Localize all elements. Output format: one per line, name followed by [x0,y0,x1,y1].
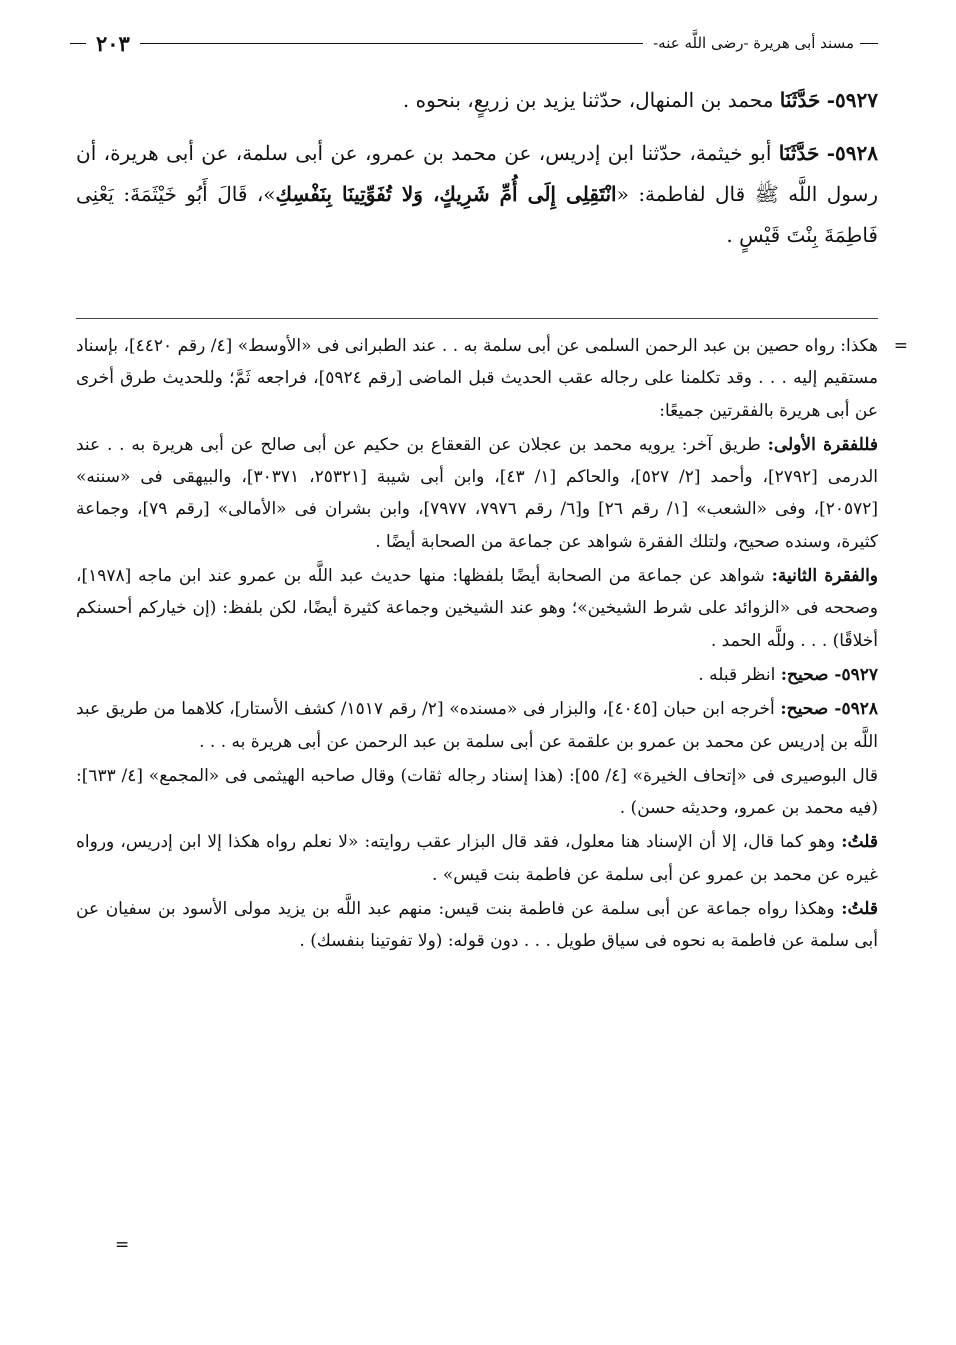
note-5927 [76,659,878,691]
note-text: قال البوصيرى فى «إتحاف الخيرة» [٤/ ٥٥]: (هذا إسناد رجاله ثقات) وقال صاحبه الهيثمى فى «المجمع» [٤/ ٦٣٣]: (فيه محمد بن عمرو، وحديثه حسن) . [76,765,879,819]
hadith-text: محمد بن المنهال، حدّثنا يزيد بن زريعٍ، بنحوه . [402,88,774,112]
note-text: وهو كما قال، إلا أن الإسناد هنا معلول، فقد قال البزار عقب روايته: «لا نعلم رواه هكذا إلا ابن إدريس، ورواه غيره عن محمد بن عمرو عن أبى سلمة عن فاطمة بنت قيس» . [76,832,878,885]
note-label: قلتُ: [841,832,879,853]
hadith-5928 [76,133,878,256]
note-qultu-2 [76,893,878,958]
hadith-number: ٥٩٢٨- [826,141,878,165]
hadith-verb: حَدَّثَنَا [778,141,820,165]
footnote-separator [76,318,878,319]
continuation-mark: = [893,336,908,356]
hadith-number: ٥٩٢٧- [826,88,878,112]
note-text: شواهد عن جماعة من الصحابة أيضًا بلفظها: منها حديث عبد اللَّه بن عمرو عند ابن ماجه [١٩٧٨]، وصححه فى «الزوائد على شرط الشيخين»؛ وهو عند الشيخين وجماعة كثيرة أيضًا، لكن بلفظ: (إن خياركم أحسنكم أخلاقًا) . . . وللَّه الحمد . [76,566,878,651]
note-first-clause [76,429,878,558]
hadith-5927 [76,80,878,121]
note-label: والفقرة الثانية: [771,566,878,587]
note-5928 [76,693,878,758]
hadith-text: أبو خيثمة، حدّثنا ابن إدريس، عن محمد بن عمرو، عن أبى سلمة، عن أبى هريرة، أن رسول اللَّه ﷺ قال لفاطمة: « [76,141,879,206]
hadith-verb: حَدَّثَنَا [779,88,821,112]
note-second-clause [76,560,878,657]
note-label: فللفقرة الأولى: [767,434,878,455]
page-number: ٢٠٣ [96,30,130,56]
note-text: وهكذا رواه جماعة عن أبى سلمة عن فاطمة بنت قيس: منهم عبد اللَّه بن يزيد مولى الأسود بن سفيان عن أبى سلمة عن فاطمة به نحوه فى سياق طويل . . . دون قوله: (ولا تفوتينا بنفسك) . [76,899,878,952]
note-busiri [76,760,878,825]
note-label: ٥٩٢٧- صحيح: [780,664,878,685]
note-text: طريق آخر: يرويه محمد بن عجلان عن القعقاع بن حكيم عن أبى صالح عن أبى هريرة به . . عند الدرمى [٢٧٩٢]، وأحمد [٢/ ٥٢٧]، والحاكم [١/ ٤٣]، وابن أبى شيبة [٢٥٣٢١، ٣٠٣٧١]، والبيهقى فى «سننه» [٢٠٥٧٢]، وفى «الشعب» [١/ رقم ٢٦] و[٦/ رقم ٧٩٧٦، ٧٩٧٧]، وابن بشران فى «الأمالى» [رقم ٧٩]، وجماعة كثيرة، وسنده صحيح، ولتلك الفقرة شواهد عن جماعة من الصحابة أيضًا . [76,434,879,552]
footnotes [76,330,908,960]
note-qultu-1 [76,826,878,891]
note-text: أخرجه ابن حبان [٤٠٤٥]، والبزار فى «مسنده» [٢/ رقم ١٥١٧/ كشف الأستار]، كلاهما من طريق عبد اللَّه بن إدريس عن محمد بن عمرو بن علقمة عن أبى سلمة بن عبد الرحمن عن أبى هريرة به . . . [76,699,878,752]
note-label: ٥٩٢٨- صحيح: [780,699,879,720]
running-header [70,28,878,58]
header-title: مسند أبى هريرة -رضى اللَّه عنه- [653,34,854,52]
continuation-end-mark: = [115,1235,130,1255]
header-rule [140,43,643,44]
header-dash [860,43,878,44]
hadith-tail: »، قَالَ أَبُو خَيْثَمَةَ: يَعْنِى فَاطِمَةَ بِنْتَ قَيْسٍ . [76,182,878,247]
note-label: قلتُ: [841,899,878,920]
note-text: هكذا: رواه حصين بن عبد الرحمن السلمى عن أبى سلمة به . . عند الطبرانى فى «الأوسط» [٤/ رقم ٤٤٢٠]، بإسناد مستقيم إليه . . . وقد تكلمنا على رجاله عقب الحديث قبل الماضى [رقم ٥٩٢٤]، فراجعه ثَمَّ؛ وللحديث طرق أخرى عن أبى هريرة بالفقرتين جميعًا: [76,336,879,421]
header-dash-end [70,43,86,44]
note-text: انظر قبله . [698,664,776,685]
hadith-quote: انْتَقِلِى إِلَى أُمِّ شَرِيكٍ، وَلا تُفَوِّتِينَا بِنَفْسِكِ [275,182,617,206]
hadith-body [76,80,878,268]
note-continuation [76,330,908,427]
